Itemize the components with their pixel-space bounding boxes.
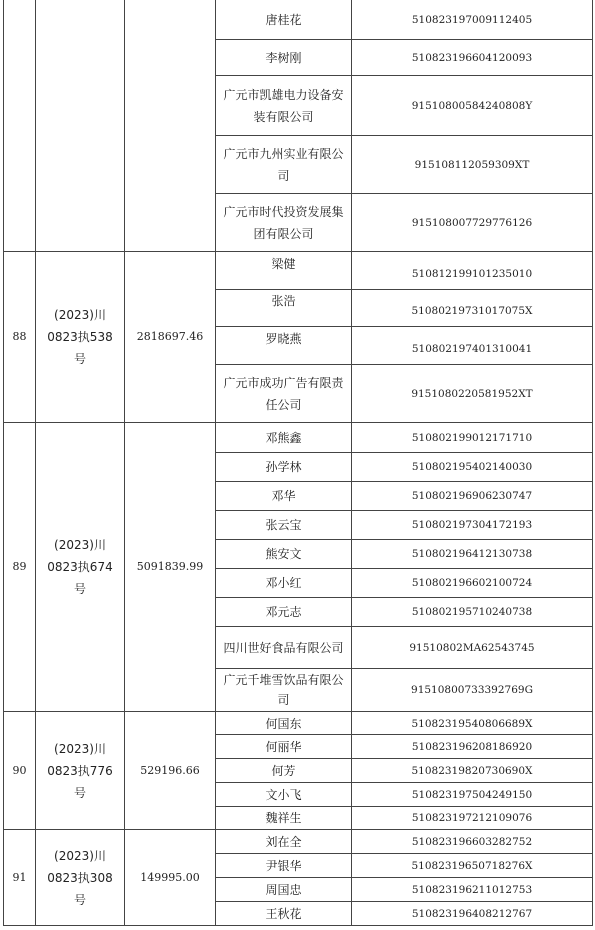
party-name: 广元市九州实业有限公司 [223,146,344,183]
table-border-bottom [3,925,593,926]
party-id: 915108007729776126 [411,216,533,229]
party-name: 尹银华 [265,858,302,873]
party-name: 广元市成功广告有限责任公司 [223,375,344,412]
column-divider [35,0,36,926]
case-number: (2023)川0823执674号 [47,538,113,596]
row-number: 91 [12,871,27,884]
case-number: (2023)川0823执776号 [47,741,113,800]
party-name: 邓华 [271,489,296,503]
party-id: 915108112059309XT [414,158,530,171]
party-name: 熊安文 [265,547,302,561]
party-id: 510802196906230747 [411,490,533,502]
party-name: 邓熊鑫 [265,431,302,445]
party-id: 510802199012171710 [411,432,533,444]
party-id: 510823196408212767 [411,907,533,920]
party-id: 91510802MA62543745 [409,641,535,654]
party-name: 文小飞 [265,787,302,802]
party-id: 51082319820730690X [411,764,533,777]
party-id: 91510800584240808Y [411,99,533,112]
party-name: 邓元志 [265,605,302,619]
party-name: 张浩 [271,294,296,308]
row-number: 89 [12,560,27,573]
party-name: 梁健 [271,257,296,271]
party-name: 孙学林 [265,460,302,474]
party-name: 张云宝 [265,518,302,532]
party-name: 广元市凯雄电力设备安装有限公司 [223,87,344,124]
party-id: 510802195710240738 [411,606,533,618]
amount: 529196.66 [140,763,200,777]
row-number: 88 [12,330,27,343]
case-number: (2023)川0823执308号 [47,849,113,907]
party-id: 510823196211012753 [411,883,533,896]
party-name: 何国东 [265,716,302,731]
amount: 2818697.46 [136,330,204,343]
party-id: 510802195402140030 [411,461,533,473]
party-name: 唐桂花 [265,12,302,27]
amount: 149995.00 [140,871,200,884]
party-name: 何芳 [271,763,296,778]
party-id: 91510800733392769G [411,684,533,696]
party-id: 510823197009112405 [411,13,533,26]
party-id: 51080219731017075X [411,305,533,317]
party-id: 510802197401310041 [411,343,533,355]
party-id: 510812199101235010 [411,268,533,280]
party-name: 王秋花 [265,906,302,921]
party-name: 李树刚 [265,50,302,65]
party-name: 魏祥生 [265,811,302,825]
party-name: 何丽华 [265,739,302,754]
party-id: 510823196208186920 [411,740,533,753]
case-number: (2023)川0823执538号 [47,308,113,366]
party-id: 51082319650718276X [411,859,533,872]
party-name: 周国忠 [265,882,302,897]
party-name: 广元千堆雪饮品有限公司 [223,673,344,707]
party-id: 510802197304172193 [411,519,533,531]
party-id: 510823196603282752 [411,836,533,848]
party-id: 51082319540806689X [411,717,533,730]
party-name: 邓小红 [265,576,302,590]
party-id: 510802196602100724 [411,577,533,589]
party-id: 510823197212109076 [411,812,533,824]
amount: 5091839.99 [136,560,204,573]
party-name: 广元市时代投资发展集团有限公司 [223,204,344,241]
party-id: 510823197504249150 [411,788,533,801]
party-id: 510802196412130738 [411,548,533,560]
party-name: 刘在全 [265,835,302,849]
party-id: 9151080220581952XT [411,387,533,400]
party-name: 四川世好食品有限公司 [223,640,344,655]
table-border-right [592,0,593,926]
row-number: 90 [12,763,27,777]
party-name: 罗晓燕 [265,332,302,346]
party-id: 510823196604120093 [411,51,533,64]
